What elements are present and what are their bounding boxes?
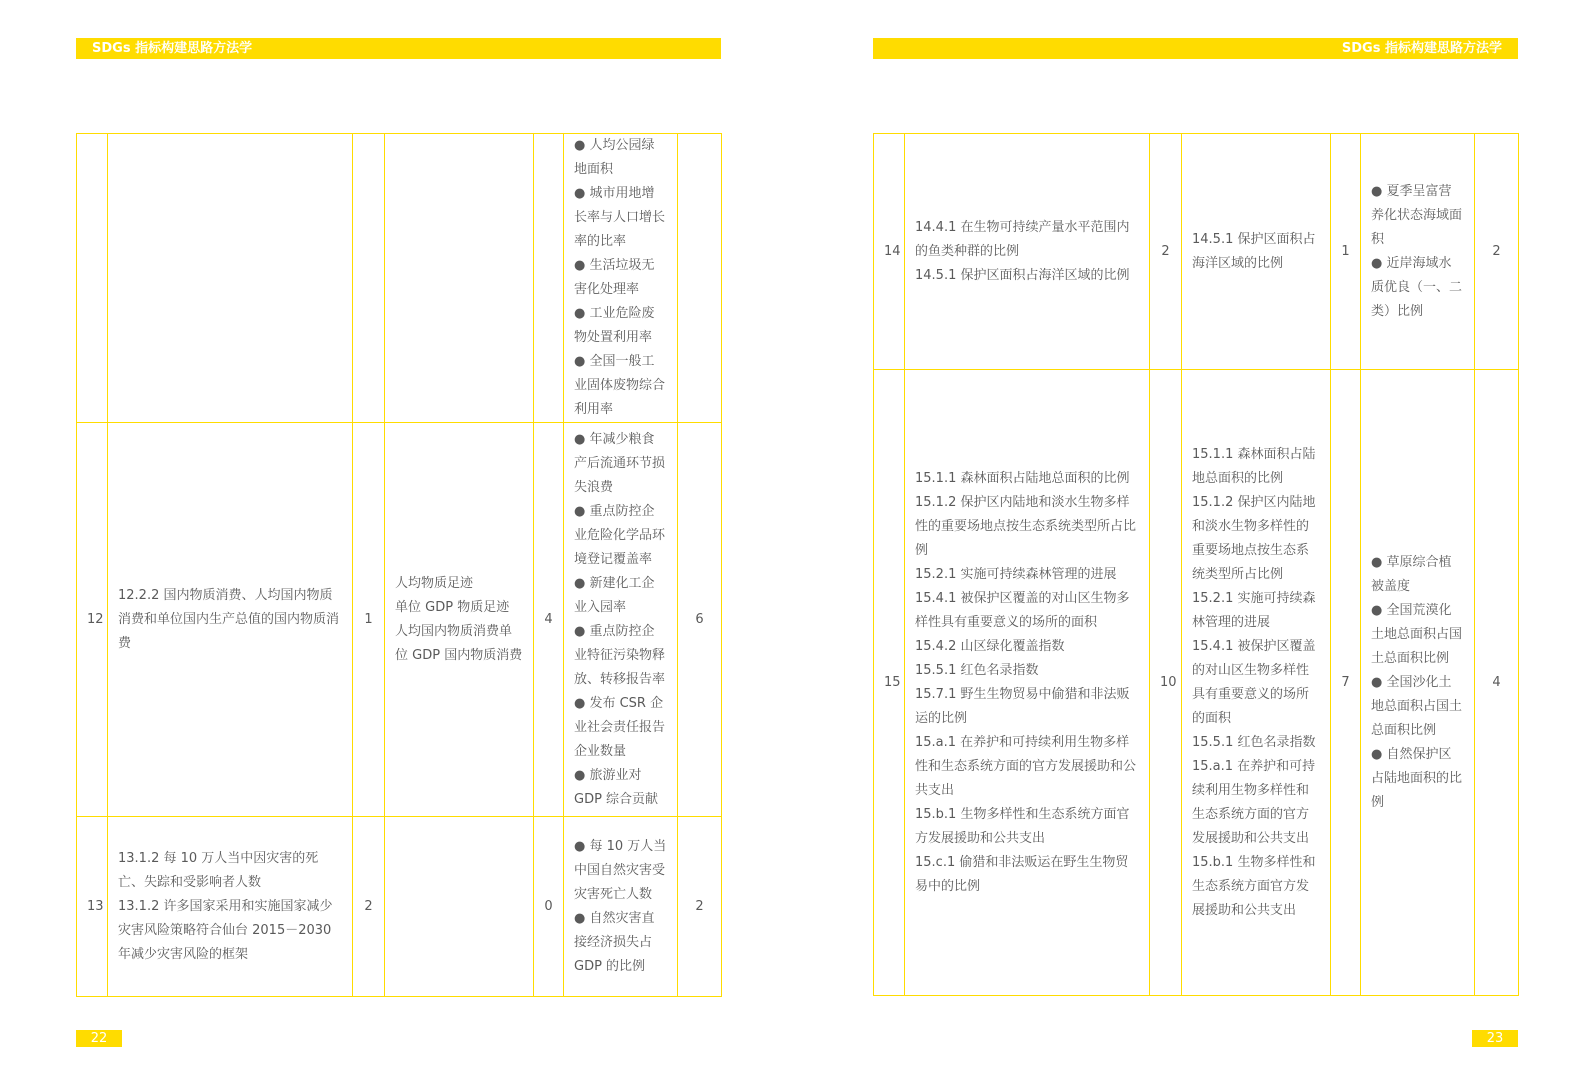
indicator-text: 15.5.1 红色名录指数: [915, 662, 1039, 678]
sdg-indicators: [905, 134, 1150, 370]
list-item: ● 新建化工企业入园率: [574, 575, 655, 615]
indicator-text: 15.4.2 山区绿化覆盖指数: [915, 638, 1065, 654]
china-count: 4: [534, 423, 564, 817]
indicator-text: 15.4.1 被保护区覆盖的对山区生物多样性具有重要意义的场所的面积: [915, 590, 1130, 630]
local-count: 4: [1475, 370, 1519, 996]
list-item: ● 每 10 万人当中国自然灾害受灾害死亡人数: [574, 838, 667, 902]
indicator-text: 人均物质足迹: [395, 575, 474, 591]
header-title: SDGs 指标构建思路方法学: [1341, 41, 1502, 56]
list-item: ● 发布 CSR 企业社会责任报告企业数量: [574, 695, 666, 759]
indicator-text: 15.b.1 生物多样性和生态系统方面官方发展援助和公共支出: [915, 806, 1130, 846]
local-count: 2: [1475, 134, 1519, 370]
indicator-text: 15.4.1 被保护区覆盖的对山区生物多样性具有重要意义的场所的面积: [1192, 638, 1316, 726]
page-number-right: 23: [1472, 1030, 1518, 1047]
china-indicators: [385, 423, 534, 817]
local-indicators: [564, 817, 678, 997]
indicator-text: 14.4.1 在生物可持续产量水平范围内的鱼类种群的比例: [915, 219, 1130, 259]
indicator-table-left: [76, 133, 722, 997]
indicator-text: 15.1.1 森林面积占陆地总面积的比例: [915, 470, 1130, 486]
list-item: ● 工业危险废物处置利用率: [574, 306, 655, 345]
sdg-indicators: [108, 817, 353, 997]
goal-number: [77, 134, 108, 423]
indicator-text: 13.1.2 每 10 万人当中因灾害的死亡、失踪和受影响者人数: [118, 850, 319, 890]
table-row: [77, 134, 722, 423]
page-number-left: 22: [76, 1030, 122, 1047]
china-count: 0: [534, 817, 564, 997]
goal-number: 13: [77, 817, 108, 997]
list-item: ● 年减少粮食产后流通环节损失浪费: [574, 431, 666, 495]
list-item: ● 生活垃圾无害化处理率: [574, 258, 655, 297]
sdg-count: [353, 134, 385, 423]
indicator-text: 人均国内物质消费单位 GDP 国内物质消费: [395, 623, 523, 663]
local-indicators: [564, 134, 678, 423]
indicator-text: 15.1.2 保护区内陆地和淡水生物多样性的重要场地点按生态系统类型所占比例: [1192, 494, 1316, 582]
china-indicators: [385, 134, 534, 423]
sdg-indicators: [108, 423, 353, 817]
header-title: SDGs 指标构建思路方法学: [92, 41, 253, 56]
indicator-text: 13.1.2 许多国家采用和实施国家减少灾害风险策略符合仙台 2015－2030 年减少灾害风险的框架: [118, 898, 333, 962]
page-header-right: [873, 38, 1518, 59]
table-row: [77, 817, 722, 997]
local-indicators: [1361, 134, 1475, 370]
indicator-table-right: [873, 133, 1519, 996]
list-item: ● 全国一般工业固体废物综合利用率: [574, 354, 666, 417]
goal-number: 14: [874, 134, 905, 370]
indicator-text: 15.7.1 野生生物贸易中偷猎和非法贩运的比例: [915, 686, 1130, 726]
china-indicators: [385, 817, 534, 997]
indicator-text: 15.a.1 在养护和可持续利用生物多样性和生态系统方面的官方发展援助和公共支出: [915, 734, 1137, 798]
local-indicators: [564, 423, 678, 817]
local-count: 2: [678, 817, 722, 997]
china-count: [534, 134, 564, 423]
sdg-indicators: [108, 134, 353, 423]
list-item: ● 城市用地增长率与人口增长率的比率: [574, 186, 666, 249]
list-item: ● 重点防控企业特征污染物释放、转移报告率: [574, 623, 666, 687]
indicator-text: 15.1.2 保护区内陆地和淡水生物多样性的重要场地点按生态系统类型所占比例: [915, 494, 1137, 558]
indicator-text: 14.5.1 保护区面积占海洋区域的比例: [915, 267, 1130, 283]
list-item: ● 自然保护区占陆地面积的比例: [1371, 746, 1463, 810]
table-row: [874, 370, 1519, 996]
list-item: ● 全国荒漠化土地总面积占国土总面积比例: [1371, 602, 1463, 666]
local-count: 6: [678, 423, 722, 817]
goal-number: 15: [874, 370, 905, 996]
indicator-text: 15.2.1 实施可持续森林管理的进展: [915, 566, 1117, 582]
sdg-count: 10: [1150, 370, 1182, 996]
indicator-text: 15.b.1 生物多样性和生态系统方面官方发展援助和公共支出: [1192, 854, 1316, 918]
list-item: ● 人均公园绿地面积: [574, 138, 655, 177]
sdg-count: 1: [353, 423, 385, 817]
sdg-count: 2: [353, 817, 385, 997]
table-row: [77, 423, 722, 817]
list-item: ● 自然灾害直接经济损失占 GDP 的比例: [574, 910, 655, 974]
china-count: 1: [1331, 134, 1361, 370]
sdg-indicators: [905, 370, 1150, 996]
local-count: [678, 134, 722, 423]
list-item: ● 草原综合植被盖度: [1371, 554, 1452, 594]
indicator-text: 12.2.2 国内物质消费、人均国内物质消费和单位国内生产总值的国内物质消费: [118, 587, 340, 651]
sdg-count: 2: [1150, 134, 1182, 370]
table-row: [874, 134, 1519, 370]
indicator-text: 单位 GDP 物质足迹: [395, 599, 510, 615]
local-indicators: [1361, 370, 1475, 996]
indicator-text: 15.5.1 红色名录指数: [1192, 734, 1316, 750]
indicator-text: 15.1.1 森林面积占陆地总面积的比例: [1192, 446, 1316, 486]
list-item: ● 全国沙化土地总面积占国土总面积比例: [1371, 674, 1463, 738]
list-item: ● 重点防控企业危险化学品环境登记覆盖率: [574, 503, 666, 567]
page-header-left: [76, 38, 721, 59]
china-indicators: [1182, 134, 1331, 370]
indicator-text: 15.a.1 在养护和可持续利用生物多样性和生态系统方面的官方发展援助和公共支出: [1192, 758, 1316, 846]
list-item: ● 近岸海域水质优良（一、二类）比例: [1371, 255, 1463, 319]
china-indicators: [1182, 370, 1331, 996]
goal-number: 12: [77, 423, 108, 817]
china-count: 7: [1331, 370, 1361, 996]
list-item: ● 夏季呈富营养化状态海域面积: [1371, 183, 1463, 247]
list-item: ● 旅游业对 GDP 综合贡献: [574, 767, 659, 807]
indicator-text: 14.5.1 保护区面积占海洋区域的比例: [1192, 231, 1316, 271]
indicator-text: 15.2.1 实施可持续森林管理的进展: [1192, 590, 1316, 630]
indicator-text: 15.c.1 偷猎和非法贩运在野生生物贸易中的比例: [915, 854, 1129, 894]
